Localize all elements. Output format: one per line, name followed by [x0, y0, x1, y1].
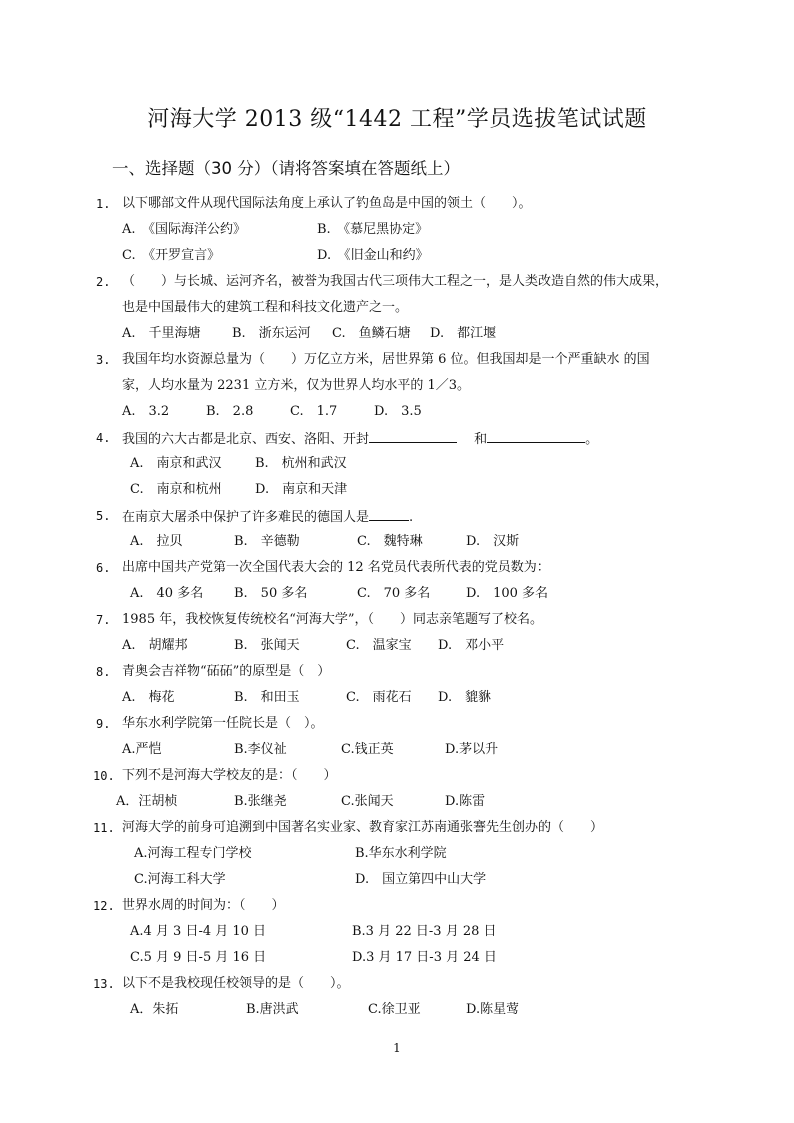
option-b: B.唐洪武 — [246, 1002, 299, 1017]
fill-in-blank — [487, 429, 585, 443]
question-stem: 青奥会吉祥物“砳砳”的原型是（ ） — [122, 664, 331, 679]
question-stem: 世界水周的时间为：（ ） — [122, 898, 285, 913]
option-c: C. 鱼鳞石塘 — [332, 326, 411, 341]
option-c: C.徐卫亚 — [368, 1002, 421, 1017]
question-number: 5. — [96, 509, 111, 523]
option-a: A. 梅花 — [122, 690, 175, 705]
stem-text: . — [409, 510, 414, 525]
option-b: B. 张闻天 — [234, 638, 300, 653]
question-number: 9. — [96, 717, 111, 731]
option-d: D. 貔貅 — [438, 690, 492, 705]
question-number: 8. — [96, 665, 111, 679]
fill-in-blank — [369, 507, 409, 521]
option-a: A. 40 多名 — [130, 586, 204, 601]
option-c: C. 南京和杭州 — [130, 482, 222, 497]
option-b: B. 2.8 — [206, 404, 254, 419]
option-d: D.茅以升 — [445, 742, 499, 757]
option-d: D. 汉斯 — [466, 534, 520, 549]
question-stem — [122, 429, 598, 449]
question-number: 12. — [93, 899, 115, 913]
option-b: B. 杭州和武汉 — [255, 456, 347, 471]
section-heading: 一、选择题（30 分）（请将答案填在答题纸上） — [112, 159, 460, 178]
option-b: B. 《慕尼黑协定》 — [317, 222, 429, 237]
stem-text: 和 — [474, 432, 488, 447]
option-c: C. 70 多名 — [357, 586, 431, 601]
stem-text: 。 — [585, 432, 599, 447]
option-c: C.张闻天 — [341, 794, 394, 809]
option-d: D. 国立第四中山大学 — [355, 872, 487, 887]
stem-text: 我国的六大古都是北京、西安、洛阳、开封 — [122, 432, 370, 447]
option-c: C. 雨花石 — [346, 690, 412, 705]
page-number: 1 — [393, 1041, 401, 1055]
question-number: 4. — [96, 431, 111, 445]
question-stem: 出席中国共产党第一次全国代表大会的 12 名党员代表所代表的党员数为： — [122, 560, 550, 575]
option-c: C. 温家宝 — [346, 638, 412, 653]
option-c: C.5 月 9 日-5 月 16 日 — [130, 950, 267, 965]
option-b: B. 辛德勒 — [234, 534, 300, 549]
option-d: D. 100 多名 — [466, 586, 549, 601]
question-stem: 华东水利学院第一任院长是（ ）。 — [122, 716, 324, 731]
question-stem: 1985 年，我校恢复传统校名“河海大学”，（ ）同志亲笔题写了校名。 — [122, 612, 544, 627]
option-b: B. 和田玉 — [234, 690, 300, 705]
question-stem: 我国年均水资源总量为（ ）万亿立方米，居世界第 6 位。但我国却是一个严重缺水 的国 — [122, 352, 650, 367]
question-number: 7. — [96, 613, 111, 627]
question-stem-continued: 家，人均水量为 2231 立方米，仅为世界人均水平的 1／3。 — [122, 378, 471, 393]
option-a: A.4 月 3 日-4 月 10 日 — [130, 924, 267, 939]
option-d: D. 邓小平 — [438, 638, 505, 653]
question-stem — [122, 507, 413, 527]
option-c: C.钱正英 — [341, 742, 394, 757]
question-number: 13. — [93, 977, 115, 991]
question-stem: 以下哪部文件从现代国际法角度上承认了钓鱼岛是中国的领土（ ）。 — [122, 196, 532, 211]
question-stem: 以下不是我校现任校领导的是（ ）。 — [122, 976, 350, 991]
option-a: A. 胡耀邦 — [122, 638, 188, 653]
option-a: A. 《国际海洋公约》 — [122, 222, 247, 237]
option-d: D.陈星莺 — [466, 1002, 520, 1017]
option-c: C. 1.7 — [290, 404, 338, 419]
option-c: C. 《开罗宣言》 — [122, 248, 221, 263]
option-a: A．朱拓 — [130, 1002, 179, 1017]
question-number: 2. — [96, 275, 111, 289]
option-b: B.张继尧 — [234, 794, 287, 809]
page-title: 河海大学 2013 级“1442 工程”学员选拔笔试试题 — [147, 107, 647, 132]
option-a: A．汪胡桢 — [116, 794, 178, 809]
option-d: D.陈雷 — [445, 794, 486, 809]
stem-text: 在南京大屠杀中保护了许多难民的德国人是 — [122, 510, 370, 525]
question-number: 3. — [96, 353, 111, 367]
question-number: 6. — [96, 561, 111, 575]
question-stem: 下列不是河海大学校友的是：（ ） — [122, 768, 337, 783]
option-a: A.河海工程专门学校 — [134, 846, 252, 861]
fill-in-blank — [369, 429, 457, 443]
option-a: A. 南京和武汉 — [130, 456, 222, 471]
option-a: A.严恺 — [122, 742, 162, 757]
question-number: 10. — [93, 769, 115, 783]
option-d: D. 《旧金山和约》 — [317, 248, 429, 263]
option-b: B. 50 多名 — [234, 586, 308, 601]
question-stem: （ ）与长城、运河齐名，被誉为我国古代三项伟大工程之一，是人类改造自然的伟大成果， — [122, 274, 669, 289]
option-b: B. 浙东运河 — [232, 326, 311, 341]
question-stem-continued: 也是中国最伟大的建筑工程和科技文化遗产之一。 — [122, 300, 409, 315]
option-b: B.李仪祉 — [234, 742, 287, 757]
question-stem: 河海大学的前身可追溯到中国著名实业家、教育家江苏南通张謇先生创办的（ ） — [122, 820, 604, 835]
option-d: D. 南京和天津 — [255, 482, 348, 497]
option-a: A. 拉贝 — [130, 534, 183, 549]
option-b: B.3 月 22 日-3 月 28 日 — [352, 924, 497, 939]
option-d: D. 3.5 — [374, 404, 422, 419]
option-d: D. 都江堰 — [430, 326, 497, 341]
option-b: B.华东水利学院 — [355, 846, 447, 861]
option-a: A. 千里海塘 — [122, 326, 201, 341]
option-d: D.3 月 17 日-3 月 24 日 — [352, 950, 497, 965]
option-c: C.河海工科大学 — [134, 872, 226, 887]
question-number: 1. — [96, 197, 111, 211]
option-a: A. 3.2 — [122, 404, 170, 419]
option-c: C. 魏特琳 — [357, 534, 423, 549]
question-number: 11. — [93, 821, 115, 835]
